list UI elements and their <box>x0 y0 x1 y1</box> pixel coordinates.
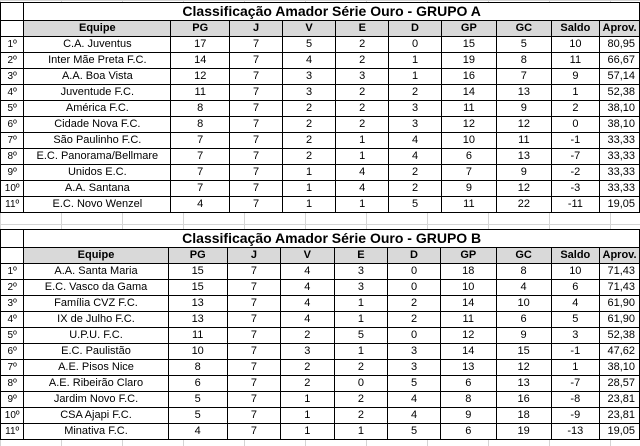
table-row <box>1 312 640 328</box>
stat-cell: 7 <box>227 280 280 296</box>
stat-cell: 7 <box>227 408 280 424</box>
stat-cell: 7 <box>227 392 280 408</box>
column-header: GP <box>440 248 496 264</box>
stat-cell: 7 <box>230 117 283 133</box>
stat-cell: 7 <box>227 376 280 392</box>
aprov-cell: 33,33 <box>600 165 640 181</box>
stat-cell: -11 <box>551 197 599 213</box>
team-name-cell: A.E. Pisos Nice <box>24 360 168 376</box>
aprov-cell: 23,81 <box>600 408 640 424</box>
position-cell: 2º <box>1 280 24 296</box>
stat-cell: 4 <box>283 53 336 69</box>
position-cell: 10º <box>1 181 24 197</box>
aprov-cell: 57,14 <box>600 69 640 85</box>
aprov-cell: 80,95 <box>600 37 640 53</box>
stat-cell: 2 <box>281 376 335 392</box>
stat-cell: 7 <box>227 296 280 312</box>
stat-cell: 12 <box>440 328 496 344</box>
position-cell: 7º <box>1 133 24 149</box>
position-cell: 3º <box>1 296 24 312</box>
team-name-cell: U.P.U. F.C. <box>24 328 168 344</box>
team-name-cell: Unidos E.C. <box>24 165 171 181</box>
column-header: Aprov. <box>600 248 640 264</box>
position-cell: 9º <box>1 165 24 181</box>
stat-cell: 7 <box>230 37 283 53</box>
stat-cell: 14 <box>440 344 496 360</box>
column-header: Saldo <box>551 248 600 264</box>
team-name-cell: América F.C. <box>24 101 171 117</box>
column-header: GC <box>496 248 551 264</box>
team-name-cell: A.E. Ribeirão Claro <box>24 376 168 392</box>
stat-cell: 14 <box>171 53 230 69</box>
stat-cell: 6 <box>441 149 496 165</box>
column-header: J <box>227 248 280 264</box>
stat-cell: 11 <box>441 101 496 117</box>
stat-cell: 9 <box>441 181 496 197</box>
stat-cell: 2 <box>283 133 336 149</box>
stat-cell: 4 <box>281 312 335 328</box>
position-cell: 5º <box>1 328 24 344</box>
aprov-cell: 66,67 <box>600 53 640 69</box>
stat-cell: 4 <box>496 280 551 296</box>
stat-cell: 2 <box>389 165 441 181</box>
stat-cell: 2 <box>334 360 388 376</box>
stat-cell: -3 <box>551 181 599 197</box>
column-header: E <box>334 248 388 264</box>
team-name-cell: Inter Mãe Preta F.C. <box>24 53 171 69</box>
stat-cell: 0 <box>334 376 388 392</box>
table-row <box>1 197 640 213</box>
stat-cell: 3 <box>334 264 388 280</box>
position-cell: 1º <box>1 37 24 53</box>
column-header: Equipe <box>24 21 171 37</box>
team-name-cell: A.A. Santana <box>24 181 171 197</box>
stat-cell: 12 <box>497 117 552 133</box>
table-title-row <box>1 3 640 21</box>
stat-cell: 7 <box>171 133 230 149</box>
stat-cell: 12 <box>441 117 496 133</box>
stat-cell: 7 <box>230 149 283 165</box>
stat-cell: 13 <box>496 376 551 392</box>
stat-cell: 8 <box>496 264 551 280</box>
table-row <box>1 360 640 376</box>
table-row <box>1 149 640 165</box>
aprov-cell: 38,10 <box>600 117 640 133</box>
stat-cell: 5 <box>388 376 441 392</box>
stat-cell: 18 <box>440 264 496 280</box>
stat-cell: 2 <box>389 85 441 101</box>
stat-cell: 2 <box>388 296 441 312</box>
stat-cell: 4 <box>388 408 441 424</box>
stat-cell: 0 <box>551 117 599 133</box>
aprov-cell: 33,33 <box>600 149 640 165</box>
stat-cell: 9 <box>497 101 552 117</box>
stat-cell: 7 <box>227 264 280 280</box>
stat-cell: 3 <box>283 69 336 85</box>
stat-cell: 7 <box>227 424 280 440</box>
stat-cell: 9 <box>440 408 496 424</box>
table-row <box>1 69 640 85</box>
position-cell: 11º <box>1 197 24 213</box>
stat-cell: 18 <box>496 408 551 424</box>
stat-cell: 5 <box>168 392 227 408</box>
stat-cell: 2 <box>336 53 389 69</box>
table-row <box>1 101 640 117</box>
stat-cell: 2 <box>336 85 389 101</box>
stat-cell: 5 <box>497 37 552 53</box>
aprov-cell: 71,43 <box>600 280 640 296</box>
stat-cell: 3 <box>283 85 336 101</box>
stat-cell: 2 <box>388 312 441 328</box>
stat-cell: 7 <box>230 133 283 149</box>
stat-cell: 13 <box>440 360 496 376</box>
stat-cell: 3 <box>281 344 335 360</box>
stat-cell: 7 <box>230 85 283 101</box>
aprov-cell: 71,43 <box>600 264 640 280</box>
stat-cell: 1 <box>336 197 389 213</box>
stat-cell: 5 <box>283 37 336 53</box>
table-title: Classificação Amador Série Ouro - GRUPO B <box>24 230 640 248</box>
column-header: PG <box>171 21 230 37</box>
stat-cell: 3 <box>551 328 600 344</box>
stat-cell: 11 <box>551 53 599 69</box>
header-row <box>1 21 640 37</box>
stat-cell: 4 <box>389 149 441 165</box>
stat-cell: 2 <box>334 408 388 424</box>
stat-cell: 7 <box>230 53 283 69</box>
aprov-cell: 38,10 <box>600 360 640 376</box>
stat-cell: 4 <box>281 264 335 280</box>
stat-cell: 12 <box>497 181 552 197</box>
stat-cell: 4 <box>336 165 389 181</box>
team-name-cell: A.A. Santa Maria <box>24 264 168 280</box>
table-row <box>1 344 640 360</box>
team-name-cell: São Paulinho F.C. <box>24 133 171 149</box>
stat-cell: -1 <box>551 133 599 149</box>
position-cell: 3º <box>1 69 24 85</box>
column-header: D <box>388 248 441 264</box>
stat-cell: 1 <box>281 408 335 424</box>
header-row <box>1 248 640 264</box>
stat-cell: 1 <box>336 149 389 165</box>
team-name-cell: A.A. Boa Vista <box>24 69 171 85</box>
stat-cell: 5 <box>388 424 441 440</box>
stat-cell: 2 <box>283 101 336 117</box>
header-blank-cell <box>1 248 24 264</box>
column-header: J <box>230 21 283 37</box>
stat-cell: 2 <box>336 101 389 117</box>
stat-cell: 2 <box>281 360 335 376</box>
column-header: Saldo <box>551 21 599 37</box>
aprov-cell: 38,10 <box>600 101 640 117</box>
stat-cell: 4 <box>388 392 441 408</box>
table-row <box>1 280 640 296</box>
position-cell: 7º <box>1 360 24 376</box>
stat-cell: 11 <box>440 312 496 328</box>
stat-cell: 2 <box>283 117 336 133</box>
stat-cell: 9 <box>551 69 599 85</box>
stat-cell: 5 <box>389 197 441 213</box>
stat-cell: 6 <box>168 376 227 392</box>
stat-cell: 8 <box>171 101 230 117</box>
team-name-cell: E.C. Vasco da Gama <box>24 280 168 296</box>
stat-cell: 14 <box>441 85 496 101</box>
position-cell: 8º <box>1 149 24 165</box>
stat-cell: 1 <box>389 53 441 69</box>
team-name-cell: Cidade Nova F.C. <box>24 117 171 133</box>
stat-cell: 4 <box>171 197 230 213</box>
stat-cell: 10 <box>496 296 551 312</box>
stat-cell: 0 <box>388 264 441 280</box>
stat-cell: 7 <box>227 344 280 360</box>
stat-cell: 16 <box>496 392 551 408</box>
stat-cell: 10 <box>440 280 496 296</box>
stat-cell: 1 <box>283 165 336 181</box>
stat-cell: 1 <box>334 344 388 360</box>
column-header: V <box>281 248 335 264</box>
stat-cell: 3 <box>388 360 441 376</box>
position-cell: 4º <box>1 85 24 101</box>
stat-cell: 3 <box>389 117 441 133</box>
stat-cell: 2 <box>336 37 389 53</box>
stat-cell: 0 <box>389 37 441 53</box>
stat-cell: 1 <box>283 181 336 197</box>
table-row <box>1 37 640 53</box>
stat-cell: 7 <box>497 69 552 85</box>
stat-cell: 11 <box>441 197 496 213</box>
team-name-cell: Juventude F.C. <box>24 85 171 101</box>
stat-cell: 5 <box>551 312 600 328</box>
stat-cell: 11 <box>497 133 552 149</box>
team-name-cell: C.A. Juventus <box>24 37 171 53</box>
table-row <box>1 165 640 181</box>
stat-cell: 3 <box>389 101 441 117</box>
stat-cell: 3 <box>336 69 389 85</box>
aprov-cell: 19,05 <box>600 424 640 440</box>
position-cell: 6º <box>1 344 24 360</box>
stat-cell: 6 <box>440 376 496 392</box>
stat-cell: -1 <box>551 344 600 360</box>
header-blank-cell <box>1 21 24 37</box>
stat-cell: 1 <box>389 69 441 85</box>
column-header: GC <box>497 21 552 37</box>
stat-cell: 13 <box>168 312 227 328</box>
stat-cell: 7 <box>230 165 283 181</box>
stat-cell: 2 <box>336 117 389 133</box>
stat-cell: 7 <box>230 69 283 85</box>
team-name-cell: CSA Ajapi F.C. <box>24 408 168 424</box>
team-name-cell: Família CVZ F.C. <box>24 296 168 312</box>
aprov-cell: 33,33 <box>600 133 640 149</box>
stat-cell: 9 <box>497 165 552 181</box>
stat-cell: 4 <box>336 181 389 197</box>
aprov-cell: 33,33 <box>600 181 640 197</box>
position-cell: 8º <box>1 376 24 392</box>
stat-cell: 2 <box>551 101 599 117</box>
table-row <box>1 53 640 69</box>
table-row <box>1 85 640 101</box>
stat-cell: 19 <box>441 53 496 69</box>
stat-cell: 7 <box>230 197 283 213</box>
stat-cell: 10 <box>551 264 600 280</box>
table-row <box>1 424 640 440</box>
position-cell: 5º <box>1 101 24 117</box>
position-cell: 1º <box>1 264 24 280</box>
stat-cell: 1 <box>281 392 335 408</box>
stat-cell: 1 <box>334 296 388 312</box>
column-header: Equipe <box>24 248 168 264</box>
table-row <box>1 328 640 344</box>
team-name-cell: E.C. Paulistão <box>24 344 168 360</box>
stat-cell: 15 <box>441 37 496 53</box>
stat-cell: 22 <box>497 197 552 213</box>
title-blank-cell <box>1 3 24 21</box>
stat-cell: 7 <box>171 165 230 181</box>
standings-table-group-a <box>0 2 640 213</box>
stat-cell: 9 <box>496 328 551 344</box>
stat-cell: -7 <box>551 149 599 165</box>
column-header: E <box>336 21 389 37</box>
stat-cell: 4 <box>551 296 600 312</box>
stat-cell: 13 <box>168 296 227 312</box>
stat-cell: 6 <box>496 312 551 328</box>
stat-cell: 13 <box>497 149 552 165</box>
stat-cell: 14 <box>440 296 496 312</box>
position-cell: 4º <box>1 312 24 328</box>
column-header: V <box>283 21 336 37</box>
table-row <box>1 392 640 408</box>
column-header: D <box>389 21 441 37</box>
stat-cell: 8 <box>497 53 552 69</box>
stat-cell: 11 <box>171 85 230 101</box>
stat-cell: 4 <box>281 296 335 312</box>
stat-cell: 15 <box>168 280 227 296</box>
position-cell: 11º <box>1 424 24 440</box>
aprov-cell: 52,38 <box>600 85 640 101</box>
stat-cell: -7 <box>551 376 600 392</box>
stat-cell: 16 <box>441 69 496 85</box>
stat-cell: 13 <box>497 85 552 101</box>
table-row <box>1 264 640 280</box>
position-cell: 2º <box>1 53 24 69</box>
stat-cell: 8 <box>171 117 230 133</box>
table-title-row <box>1 230 640 248</box>
aprov-cell: 47,62 <box>600 344 640 360</box>
stat-cell: 2 <box>334 392 388 408</box>
stat-cell: 1 <box>283 197 336 213</box>
team-name-cell: E.C. Panorama/Bellmare <box>24 149 171 165</box>
table-row <box>1 408 640 424</box>
stat-cell: -9 <box>551 408 600 424</box>
stat-cell: 7 <box>171 181 230 197</box>
team-name-cell: Minativa F.C. <box>24 424 168 440</box>
stat-cell: 2 <box>389 181 441 197</box>
stat-cell: 12 <box>496 360 551 376</box>
stat-cell: 10 <box>441 133 496 149</box>
aprov-cell: 19,05 <box>600 197 640 213</box>
stat-cell: -2 <box>551 165 599 181</box>
stat-cell: 3 <box>334 280 388 296</box>
table-title: Classificação Amador Série Ouro - GRUPO A <box>24 3 640 21</box>
table-row <box>1 117 640 133</box>
stat-cell: 10 <box>551 37 599 53</box>
stat-cell: 5 <box>334 328 388 344</box>
aprov-cell: 61,90 <box>600 296 640 312</box>
stat-cell: 7 <box>230 181 283 197</box>
team-name-cell: Jardim Novo F.C. <box>24 392 168 408</box>
column-header: PG <box>168 248 227 264</box>
stat-cell: 6 <box>440 424 496 440</box>
stat-cell: -13 <box>551 424 600 440</box>
stat-cell: 4 <box>168 424 227 440</box>
stat-cell: 1 <box>281 424 335 440</box>
stat-cell: 7 <box>227 360 280 376</box>
table-row <box>1 376 640 392</box>
stat-cell: 4 <box>281 280 335 296</box>
stat-cell: -8 <box>551 392 600 408</box>
stat-cell: 17 <box>171 37 230 53</box>
stat-cell: 8 <box>440 392 496 408</box>
stat-cell: 7 <box>230 101 283 117</box>
aprov-cell: 28,57 <box>600 376 640 392</box>
aprov-cell: 23,81 <box>600 392 640 408</box>
table-row <box>1 133 640 149</box>
stat-cell: 10 <box>168 344 227 360</box>
title-blank-cell <box>1 230 24 248</box>
stat-cell: 6 <box>551 280 600 296</box>
table-row <box>1 181 640 197</box>
stat-cell: 12 <box>171 69 230 85</box>
standings-table-group-b <box>0 229 640 440</box>
stat-cell: 2 <box>281 328 335 344</box>
stat-cell: 19 <box>496 424 551 440</box>
stat-cell: 8 <box>168 360 227 376</box>
stat-cell: 1 <box>334 424 388 440</box>
table-row <box>1 296 640 312</box>
stat-cell: 7 <box>441 165 496 181</box>
stat-cell: 7 <box>227 312 280 328</box>
stat-cell: 0 <box>388 328 441 344</box>
stat-cell: 4 <box>389 133 441 149</box>
stat-cell: 15 <box>168 264 227 280</box>
stat-cell: 0 <box>388 280 441 296</box>
position-cell: 9º <box>1 392 24 408</box>
aprov-cell: 52,38 <box>600 328 640 344</box>
stat-cell: 15 <box>496 344 551 360</box>
position-cell: 6º <box>1 117 24 133</box>
column-header: GP <box>441 21 496 37</box>
position-cell: 10º <box>1 408 24 424</box>
stat-cell: 7 <box>171 149 230 165</box>
stat-cell: 3 <box>388 344 441 360</box>
team-name-cell: IX de Julho F.C. <box>24 312 168 328</box>
stat-cell: 1 <box>551 85 599 101</box>
stat-cell: 1 <box>551 360 600 376</box>
stat-cell: 11 <box>168 328 227 344</box>
stat-cell: 7 <box>227 328 280 344</box>
stat-cell: 5 <box>168 408 227 424</box>
stat-cell: 2 <box>283 149 336 165</box>
aprov-cell: 61,90 <box>600 312 640 328</box>
stat-cell: 1 <box>334 312 388 328</box>
team-name-cell: E.C. Novo Wenzel <box>24 197 171 213</box>
stat-cell: 1 <box>336 133 389 149</box>
column-header: Aprov. <box>600 21 640 37</box>
